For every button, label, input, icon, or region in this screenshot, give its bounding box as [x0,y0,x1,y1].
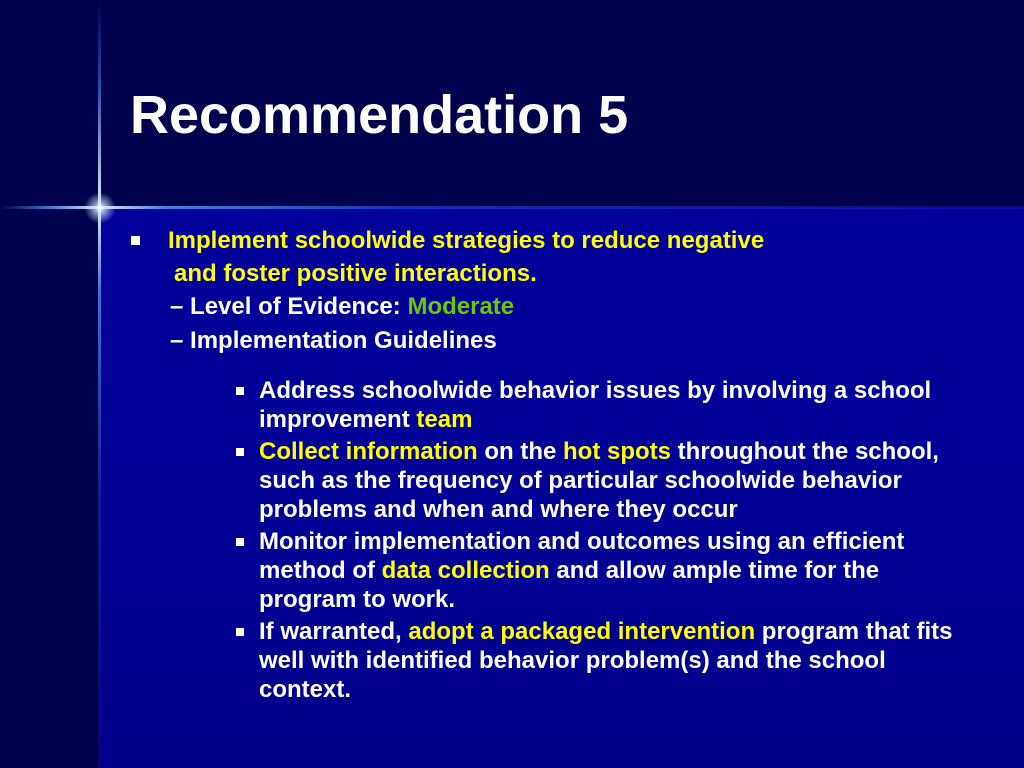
square-bullet-icon [131,236,140,245]
level-of-evidence [170,290,514,323]
guideline-item [232,376,962,434]
evidence-value: Moderate [407,293,515,320]
guideline-text: throughout the school, such as the frequency of particular schoolwide behavior problems and when and where they occur [259,438,939,523]
guideline-text: on the [477,438,563,465]
guideline-highlight: hot spots [563,438,671,465]
square-bullet-icon [236,448,244,456]
guideline-highlight: data collection [381,557,550,584]
dash-marker: – [170,293,184,320]
guideline-item [232,617,962,704]
guidelines-list [232,376,962,704]
dash-marker: – [170,327,184,354]
guideline-item [232,437,962,524]
square-bullet-icon [236,628,244,636]
guideline-text: If warranted, [259,618,409,645]
slide-title: Recommendation 5 [130,85,629,145]
square-bullet-icon [236,538,244,546]
guideline-text: and allow ample time for the program to work. [259,557,880,613]
guidelines-label: Implementation Guidelines [190,327,497,354]
guideline-highlight: adopt a packaged intervention [408,618,756,645]
evidence-label: Level of Evidence: [190,293,401,320]
square-bullet-icon [236,387,244,395]
implementation-guidelines-heading [170,324,497,357]
guideline-item [232,527,962,614]
guideline-highlight: Collect information [259,438,478,465]
main-point [168,224,958,290]
guideline-highlight: team [416,406,473,433]
guideline-text: Monitor implementation and outcomes using an efficient method of [259,528,905,584]
guideline-text: program that fits well with identified behavior problem(s) and the school context. [259,618,953,703]
main-point-line1: Implement schoolwide strategies to reduce negative [168,227,765,254]
guideline-text: Address schoolwide behavior issues by involving a school improvement [259,377,932,433]
main-point-line2: and foster positive interactions. [174,260,537,287]
